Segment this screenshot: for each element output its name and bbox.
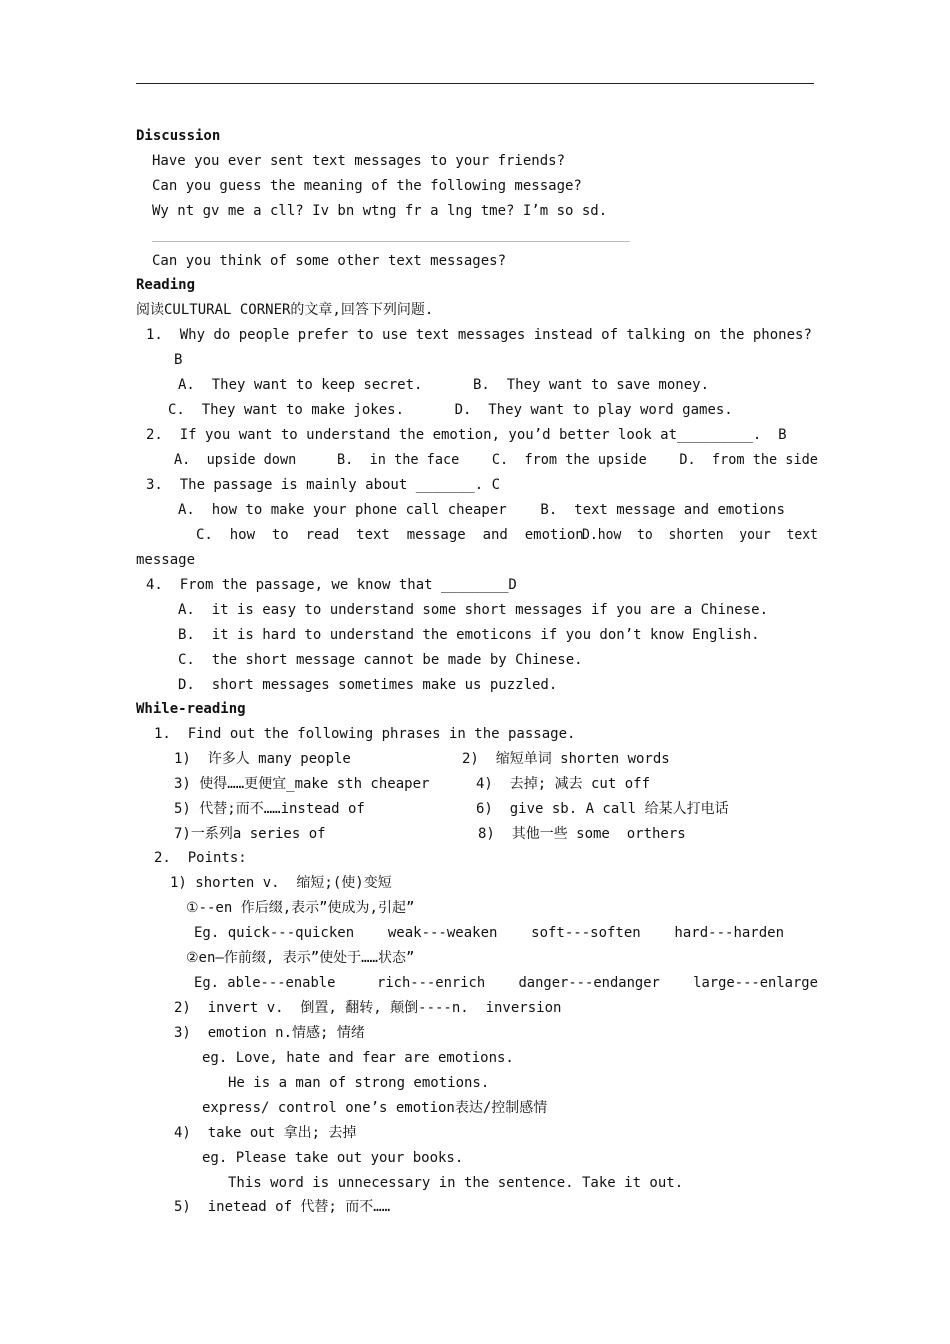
while-reading-task-1: 1. Find out the following phrases in the passage. [154, 726, 576, 742]
reading-question-3-option-d-continued: message [136, 552, 196, 568]
point-3: 3) emotion n.情感; 情绪 [174, 1025, 365, 1041]
point-4-example-1: eg. Please take out your books. [202, 1150, 464, 1166]
point-1-prefix-examples: Eg. able---enable rich---enrich danger---endanger large---enlarge [194, 975, 818, 991]
reading-question-4-option-c: C. the short message cannot be made by Chinese. [178, 652, 583, 668]
point-4-example-2: This word is unnecessary in the sentence. Take it out. [228, 1175, 684, 1191]
reading-question-1: 1. Why do people prefer to use text messages instead of talking on the phones? [146, 327, 812, 343]
reading-heading: Reading [136, 277, 196, 293]
point-3-expression: express/ control one’s emotion表达/控制感情 [202, 1100, 548, 1116]
reading-question-3: 3. The passage is mainly about _______. C [146, 477, 501, 493]
point-4: 4) take out 拿出; 去掉 [174, 1125, 357, 1141]
point-1-suffix-examples: Eg. quick---quicken weak---weaken soft---soften hard---harden [194, 925, 785, 941]
reading-question-3-options-ab: A. how to make your phone call cheaper B. text message and emotions [178, 502, 785, 518]
point-2: 2) invert v. 倒置, 翻转, 颠倒----n. inversion [174, 1000, 562, 1016]
discussion-message: Wy nt gv me a cll? Iv bn wtng fr a lng tme? I’m so sd. [152, 203, 608, 219]
point-3-example-1: eg. Love, hate and fear are emotions. [202, 1050, 514, 1066]
reading-question-3-option-d: D.how to shorten your text [582, 527, 818, 543]
discussion-question-3: Can you think of some other text messages? [152, 253, 507, 269]
while-reading-task-2: 2. Points: [154, 850, 247, 866]
phrase-4: 4) 去掉; 减去 cut off [476, 776, 651, 792]
reading-question-1-options-cd: C. They want to make jokes. D. They want to play word games. [168, 402, 733, 418]
point-5: 5) inetead of 代替; 而不…… [174, 1199, 391, 1215]
discussion-question-1: Have you ever sent text messages to your friends? [152, 153, 566, 169]
phrase-2: 2) 缩短单词 shorten words [462, 751, 670, 767]
reading-question-1-answer: B [174, 352, 183, 368]
reading-question-4-option-a: A. it is easy to understand some short messages if you are a Chinese. [178, 602, 769, 618]
top-rule [136, 83, 814, 84]
reading-question-4-option-b: B. it is hard to understand the emoticons if you don’t know English. [178, 627, 760, 643]
discussion-heading: Discussion [136, 128, 221, 144]
phrase-3: 3) 使得……更便宜_make sth cheaper [174, 776, 430, 792]
phrase-8: 8) 其他一些 some orthers [478, 826, 686, 842]
point-3-example-2: He is a man of strong emotions. [228, 1075, 490, 1091]
answer-blank-line [152, 241, 630, 242]
phrase-5: 5) 代替;而不……instead of [174, 801, 365, 817]
point-1-prefix-rule: ②en—作前缀, 表示”使处于……状态” [186, 950, 415, 966]
phrase-1: 1) 许多人 many people [174, 751, 351, 767]
point-1-suffix-rule: ①--en 作后缀,表示”使成为,引起” [186, 900, 415, 916]
discussion-question-2: Can you guess the meaning of the following message? [152, 178, 582, 194]
reading-question-3-option-c: C. how to read text message and emotion [196, 527, 584, 543]
reading-question-4-option-d: D. short messages sometimes make us puzzled. [178, 677, 558, 693]
phrase-6: 6) give sb. A call 给某人打电话 [476, 801, 729, 817]
reading-question-2-options: A. upside down B. in the face C. from the upside D. from the side [174, 452, 818, 468]
phrase-7: 7)一系列a series of [174, 826, 326, 842]
reading-question-4: 4. From the passage, we know that ________D [146, 577, 517, 593]
reading-question-2: 2. If you want to understand the emotion, you’d better look at_________. B [146, 427, 787, 443]
while-reading-heading: While-reading [136, 701, 246, 717]
reading-instruction: 阅读CULTURAL CORNER的文章,回答下列问题. [136, 302, 434, 318]
reading-question-1-options-ab: A. They want to keep secret. B. They want to save money. [178, 377, 710, 393]
point-1: 1) shorten v. 缩短;(使)变短 [170, 875, 392, 891]
